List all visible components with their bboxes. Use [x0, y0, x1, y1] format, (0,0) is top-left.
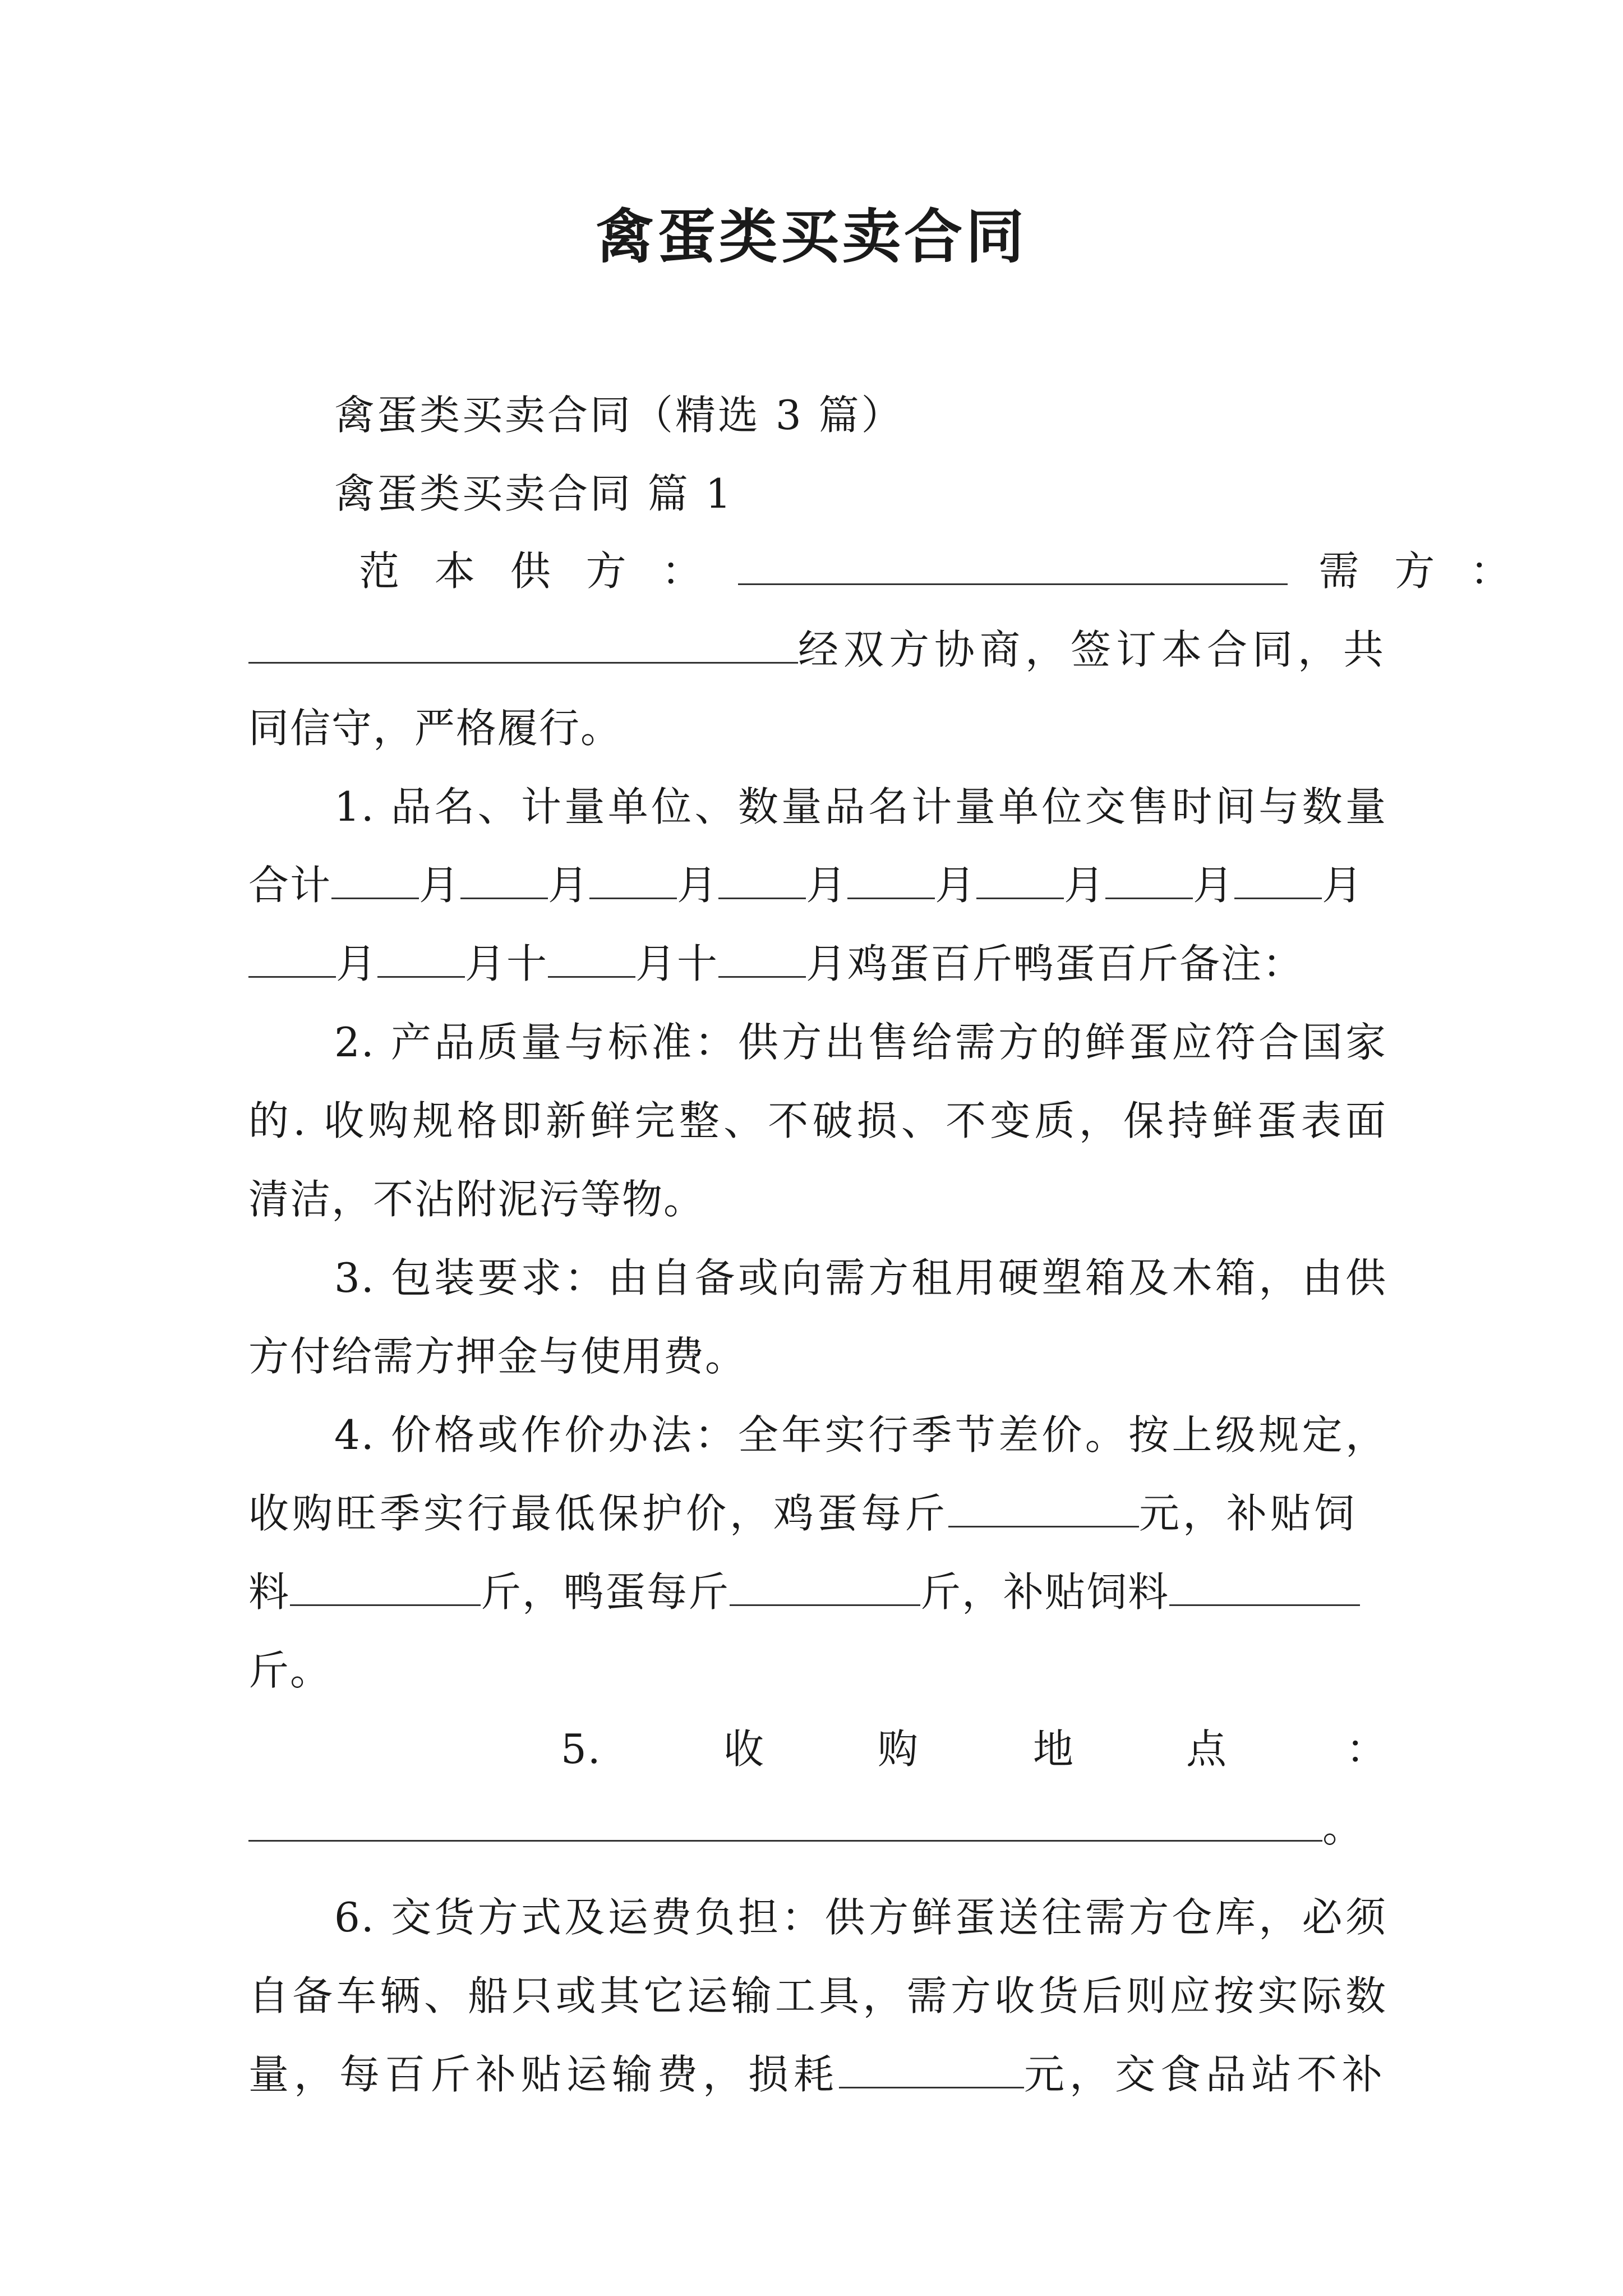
buyer-label: 需 方 ：: [1318, 547, 1522, 595]
month-blank: [548, 933, 635, 978]
location-line: [248, 1788, 1387, 1867]
month-blank: [377, 933, 465, 978]
transport-blank: [839, 2044, 1024, 2088]
clause-5-char: ：: [1346, 1726, 1388, 1773]
month-label: 月: [336, 940, 378, 987]
feed-line: [248, 1553, 1387, 1631]
document-subtitle: 禽蛋类买卖合同（精选 3 篇）: [334, 392, 904, 439]
clause-5-char: 点: [1186, 1726, 1228, 1773]
clause-2: 2. 产品质量与标准：供方出售给需方的鲜蛋应符合国家: [334, 1019, 1387, 1066]
month-label: 月: [548, 862, 590, 909]
feed-text: 料: [248, 1568, 291, 1616]
supplier-blank: [738, 541, 1288, 585]
month-blank: [1234, 855, 1322, 899]
feed-text: 斤，补贴饲料: [920, 1568, 1170, 1616]
clause-5-number: 5.: [561, 1726, 602, 1773]
total-label: 合计: [248, 862, 332, 909]
document-title: 禽蛋类买卖合同: [595, 202, 1027, 271]
transport-text: 元，交食品站不补: [1024, 2051, 1388, 2098]
text-line: 斤。: [248, 1647, 332, 1694]
part-heading: 禽蛋类买卖合同 篇 1: [334, 470, 734, 517]
month-label: 月: [1322, 862, 1364, 909]
agreement-line: [248, 610, 1387, 689]
feed-text: 斤，鸭蛋每斤: [481, 1568, 730, 1616]
price-line: [248, 1474, 1387, 1553]
parties-line: [359, 532, 1522, 610]
month-blank: [847, 855, 935, 899]
price-blank: [948, 1483, 1139, 1527]
text-line: 清洁，不沾附泥污等物。: [248, 1176, 706, 1223]
month-label: 月: [419, 862, 461, 909]
eggs-remark-text: 月鸡蛋百斤鸭蛋百斤备注：: [806, 940, 1304, 987]
month-line-2: [248, 924, 1387, 1003]
clause-6: 6. 交货方式及运费负担：供方鲜蛋送往需方仓库，必须: [334, 1894, 1387, 1941]
month-label: 月: [935, 862, 977, 909]
feed-blank: [290, 1562, 481, 1606]
month-blank: [1105, 855, 1193, 899]
text-line: 同信守，严格履行。: [248, 705, 623, 752]
text-line: 自备车辆、船只或其它运输工具，需方收货后则应按实际数: [248, 1972, 1387, 2019]
agreement-text: 经双方协商，签订本合同，共: [798, 626, 1389, 673]
clause-5-char: 购: [878, 1726, 920, 1773]
clause-3: 3. 包装要求：由自备或向需方租用硬塑箱及木箱，由供: [334, 1254, 1387, 1301]
month-blank: [589, 855, 677, 899]
month-blank: [331, 855, 419, 899]
transport-text: 量，每百斤补贴运输费，损耗: [248, 2051, 840, 2098]
text-line: 方付给需方押金与使用费。: [248, 1333, 747, 1380]
text-line: 的. 收购规格即新鲜完整、不破损、不变质，保持鲜蛋表面: [248, 1097, 1387, 1144]
clause-5-char: 收: [723, 1726, 766, 1773]
location-end: 。: [1322, 1804, 1364, 1851]
feed-blank: [1169, 1562, 1360, 1606]
month-blank: [718, 855, 806, 899]
month-blank: [248, 933, 336, 978]
location-blank: [248, 1797, 1322, 1842]
feed-blank: [730, 1562, 920, 1606]
month-label: 月十: [635, 940, 719, 987]
month-label: 月十: [465, 940, 548, 987]
month-blank: [460, 855, 548, 899]
clause-4: 4. 价格或作价办法：全年实行季节差价。按上级规定，: [334, 1411, 1387, 1458]
price-text: 收购旺季实行最低保护价，鸡蛋每斤: [248, 1490, 949, 1537]
buyer-blank: [248, 619, 798, 664]
month-label: 月: [1193, 862, 1235, 909]
clause-1: 1. 品名、计量单位、数量品名计量单位交售时间与数量: [334, 783, 1387, 830]
transport-line: [248, 2035, 1387, 2114]
month-blank: [976, 855, 1064, 899]
month-label: 月: [1064, 862, 1106, 909]
price-text: 元，补贴饲: [1139, 1490, 1358, 1537]
supplier-label: 范 本 供 方 ：: [359, 547, 713, 595]
month-blank: [718, 933, 806, 978]
month-line-1: [248, 846, 1387, 924]
month-label: 月: [806, 862, 848, 909]
clause-5-char: 地: [1033, 1726, 1075, 1773]
month-label: 月: [677, 862, 719, 909]
